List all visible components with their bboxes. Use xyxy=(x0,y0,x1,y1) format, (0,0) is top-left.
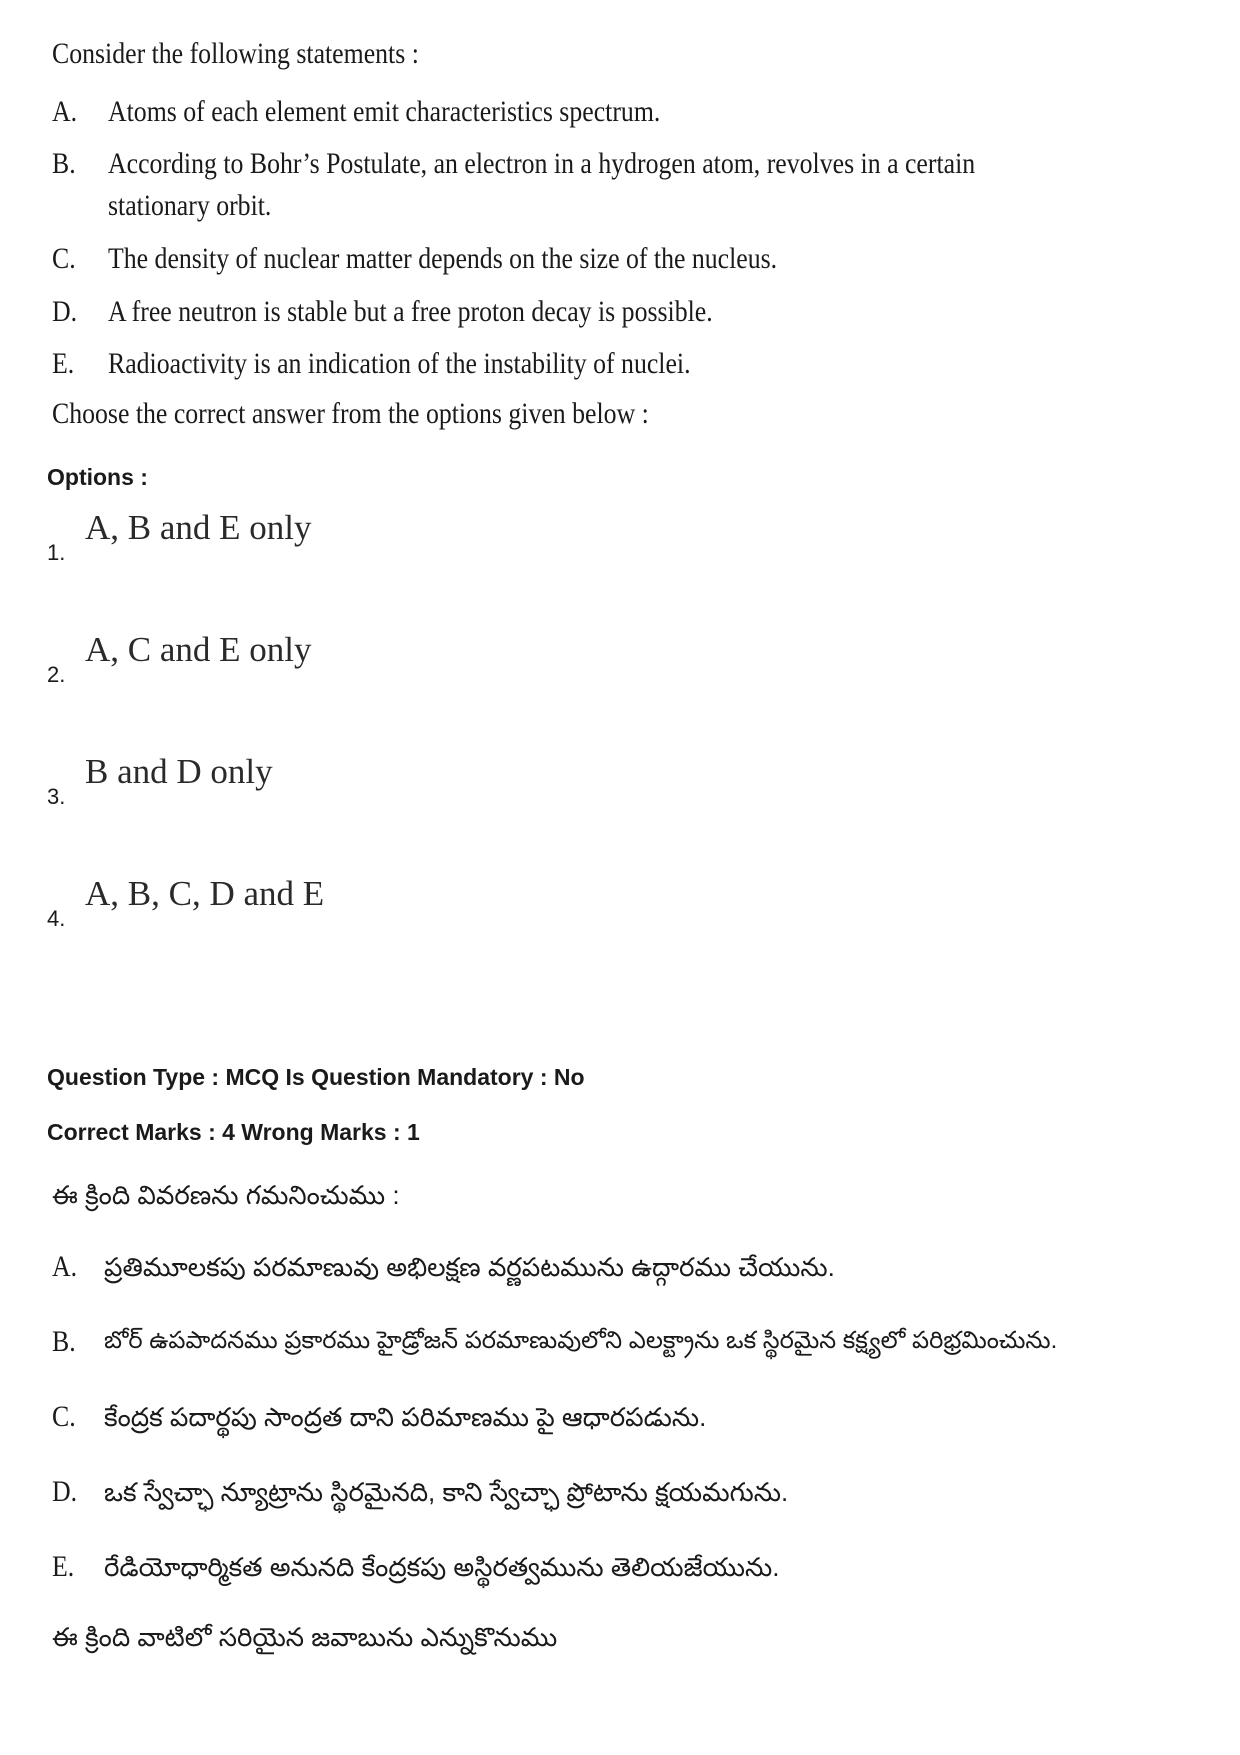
option-text: B and D only xyxy=(85,752,273,791)
statement-text: ఒక స్వేచ్ఛా న్యూట్రాను స్థిరమైనది, కాని స్వేచ్ఛా ప్రోటాను క్షయమగును. xyxy=(104,1477,789,1507)
statement-label: C. xyxy=(52,242,76,275)
statement-label: A. xyxy=(52,95,78,128)
option-number: 1. xyxy=(47,540,66,565)
statement-text: Radioactivity is an indication of the instability of nuclei. xyxy=(108,347,691,380)
stem-intro: Consider the following statements : xyxy=(52,37,419,70)
options-heading: Options : xyxy=(47,464,148,490)
statement-label: D. xyxy=(52,1475,78,1508)
marks-line: Correct Marks : 4 Wrong Marks : 1 xyxy=(47,1119,420,1145)
statement-text: ప్రతిమూలకపు పరమాణువు అభిలక్షణ వర్ణపటమును ఉద్గారము చేయును. xyxy=(104,1252,835,1282)
question-type-line: Question Type : MCQ Is Question Mandatory : No xyxy=(47,1064,585,1090)
statement-label: E. xyxy=(52,347,75,380)
option-number: 2. xyxy=(47,662,66,687)
option-text: A, B, C, D and E xyxy=(85,874,325,913)
statement-text: Atoms of each element emit characteristics spectrum. xyxy=(108,95,661,128)
statement-text: A free neutron is stable but a free proton decay is possible. xyxy=(108,295,713,328)
statement-text: బోర్ ఉపపాదనము ప్రకారము హైడ్రోజన్ పరమాణువులోని ఎలక్ట్రాను ఒక స్థిరమైన కక్ష్యలో పరిభ్రమించును. xyxy=(104,1327,1058,1354)
option-number: 3. xyxy=(47,784,66,809)
statement-text: The density of nuclear matter depends on the size of the nucleus. xyxy=(108,242,778,275)
statement-label: E. xyxy=(52,1550,75,1583)
stem-outro-text: Choose the correct answer from the options given below : xyxy=(52,397,649,430)
statement-text: రేడియోధార్మికత అనునది కేంద్రకపు అస్థిరత్వమును తెలియజేయును. xyxy=(104,1552,780,1582)
option-number: 4. xyxy=(47,906,66,931)
statement-label: A. xyxy=(52,1250,78,1283)
statement-text: According to Bohr’s Postulate, an electron in a hydrogen atom, revolves in a certain xyxy=(108,147,976,180)
statement-label: C. xyxy=(52,1400,76,1433)
statement-label: D. xyxy=(52,295,78,328)
telugu-stem-intro: ఈ క్రింది వివరణను గమనించుము : xyxy=(52,1180,400,1210)
option-text: A, C and E only xyxy=(85,630,312,669)
option-text: A, B and E only xyxy=(85,508,312,547)
statement-text: కేంద్రక పదార్థపు సాంద్రత దాని పరిమాణము పై ఆధారపడును. xyxy=(104,1402,707,1432)
statement-label: B. xyxy=(52,1325,76,1358)
telugu-stem-outro: ఈ క్రింది వాటిలో సరియైన జవాబును ఎన్నుకొనుము xyxy=(52,1622,558,1652)
statement-text-continued: stationary orbit. xyxy=(108,189,272,222)
statement-label: B. xyxy=(52,147,76,180)
